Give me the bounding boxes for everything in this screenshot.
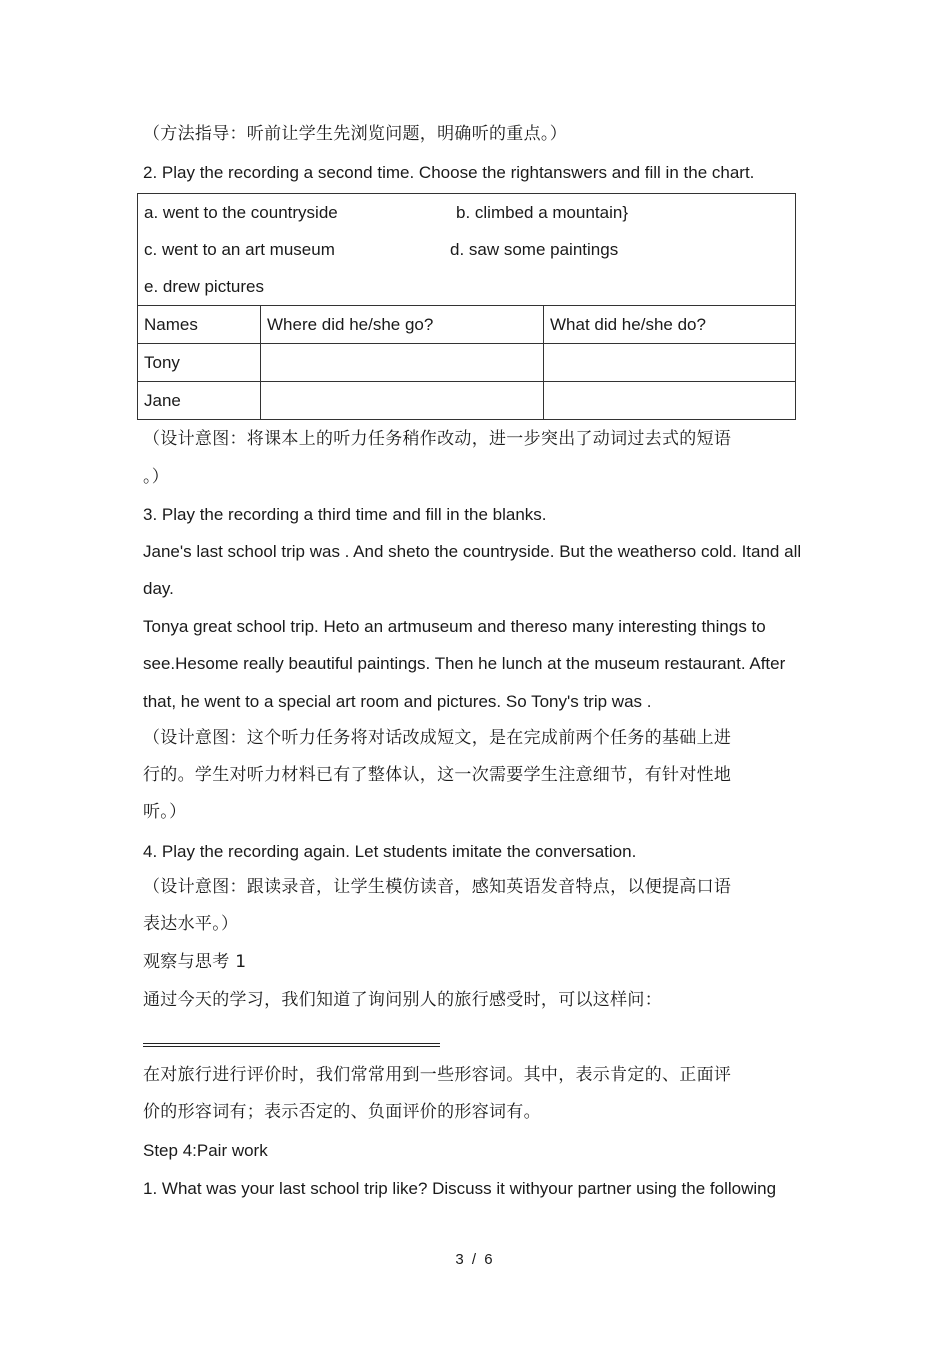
design-note-1-end: 。） [143, 467, 170, 487]
learn-question: 通过今天的学习，我们知道了询问别人的旅行感受时，可以这样问： [143, 990, 662, 1010]
blank-paragraph-2-end: that, he went to a special art room and pictures. So Tony's trip was . [143, 692, 652, 711]
pair-work-heading: Step 4:Pair work [143, 1141, 268, 1160]
design-note-1: （设计意图：将课本上的听力任务稍作改动，进一步突出了动词过去式的短语 [143, 429, 732, 449]
header-where: Where did he/she go? [261, 306, 544, 344]
step2-instruction: 2. Play the recording a second time. Choose the rightanswers and fill in the chart. [143, 163, 755, 182]
pair-work-question: 1. What was your last school trip like? Discuss it withyour partner using the following [143, 1179, 777, 1198]
table-row [138, 344, 796, 382]
answer-chart [137, 193, 796, 420]
design-note-2-cont: 行的。学生对听力材料已有了整体认，这一次需要学生注意细节，有针对性地 [143, 765, 732, 785]
page-number: 3 / 6 [455, 1251, 495, 1268]
blank-paragraph-1-end: day. [143, 579, 174, 598]
evaluation-text-end: 价的形容词有；表示否定的、负面评价的形容词有。 [143, 1102, 541, 1122]
design-note-3: （设计意图：跟读录音，让学生模仿读音，感知英语发音特点，以便提高口语 [143, 877, 732, 897]
blank-paragraph-2-cont: see.Hesome really beautiful paintings. Then he lunch at the museum restaurant. After [143, 654, 786, 673]
evaluation-text: 在对旅行进行评价时，我们常常用到一些形容词。其中，表示肯定的、正面评 [143, 1065, 732, 1085]
what-cell[interactable] [544, 344, 796, 382]
name-cell: Jane [138, 382, 261, 420]
header-names: Names [138, 306, 261, 344]
blank-paragraph-1: Jane's last school trip was . And sheto the countryside. But the weatherso cold. Itand all [143, 542, 802, 561]
option-d: d. saw some paintings [450, 239, 619, 259]
option-e: e. drew pictures [144, 276, 264, 296]
header-what: What did he/she do? [544, 306, 796, 344]
where-cell[interactable] [261, 382, 544, 420]
where-cell[interactable] [261, 344, 544, 382]
design-note-3-end: 表达水平。） [143, 914, 239, 934]
design-note-2-end: 听。） [143, 802, 187, 822]
what-cell[interactable] [544, 382, 796, 420]
method-note: （方法指导：听前让学生先浏览问题，明确听的重点。） [143, 124, 567, 144]
options-cell [138, 194, 796, 306]
observe-heading: 观察与思考 1 [143, 952, 247, 972]
table-row [138, 382, 796, 420]
step4-instruction: 4. Play the recording again. Let students imitate the conversation. [143, 842, 637, 861]
name-cell: Tony [138, 344, 261, 382]
option-a: a. went to the countryside [144, 202, 338, 222]
blank-paragraph-2: Tonya great school trip. Heto an artmuseum and thereso many interesting things to [143, 617, 766, 636]
option-b: b. climbed a mountain} [456, 202, 628, 222]
step3-instruction: 3. Play the recording a third time and fill in the blanks. [143, 505, 547, 524]
option-c: c. went to an art museum [144, 239, 335, 259]
answer-blank-line[interactable] [143, 1043, 440, 1044]
design-note-2: （设计意图：这个听力任务将对话改成短文，是在完成前两个任务的基础上进 [143, 728, 732, 748]
